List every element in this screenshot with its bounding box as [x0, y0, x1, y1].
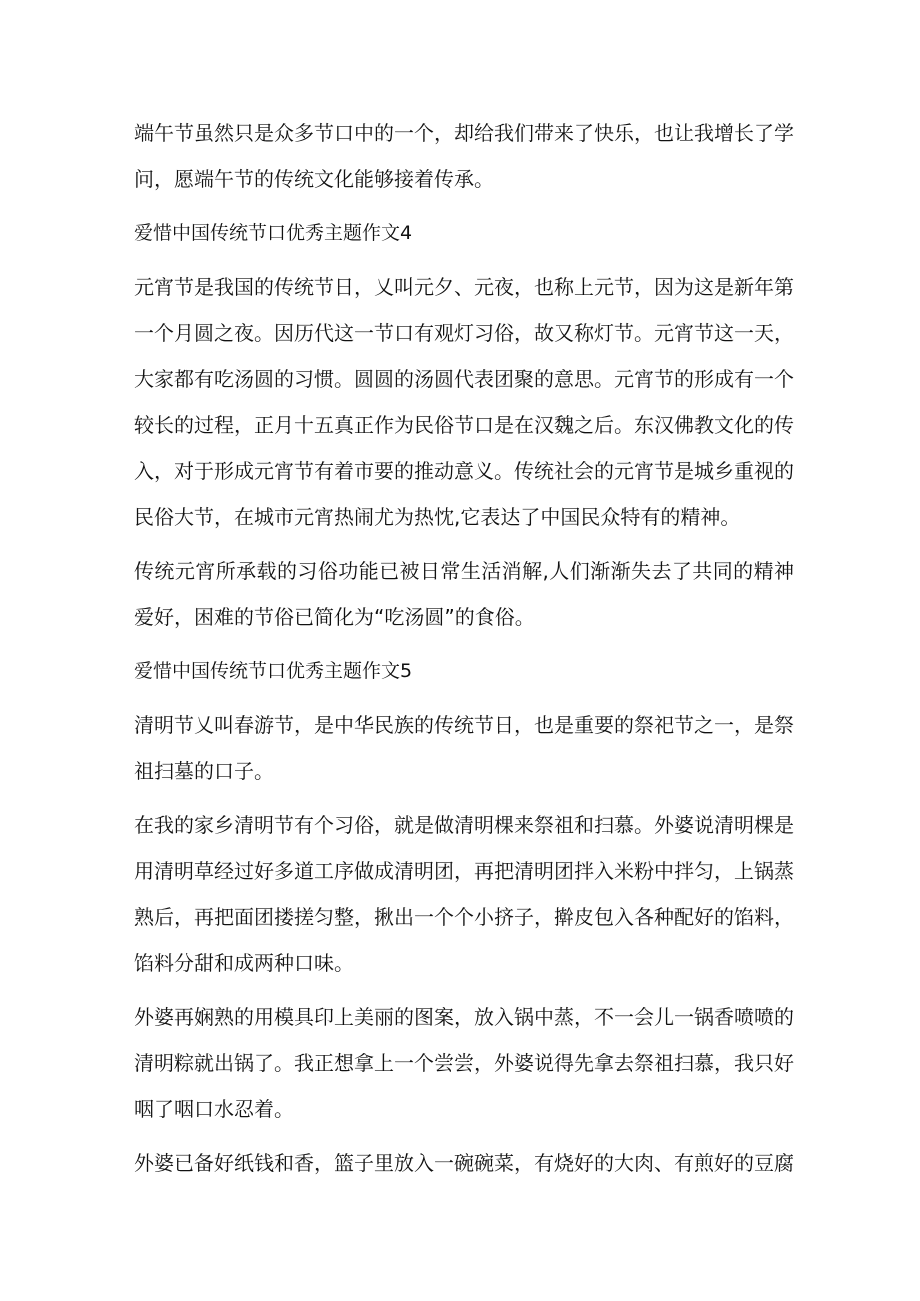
text-line: 咽了咽口水忍着。 — [134, 1097, 294, 1121]
paragraph — [134, 1140, 794, 1186]
text-line: 在我的家乡清明节有个习俗，就是做清明棵来祭祖和扫慕。外婆说清明棵是 — [134, 813, 794, 837]
text-line: 清明节乂叫春游节，是中华民族的传统节日，也是重要的祭祀节之一，是祭 — [134, 713, 794, 737]
text-line: 清明粽就出锅了。我正想拿上一个尝尝，外婆说得先拿去祭祖扫慕，我只好 — [134, 1051, 794, 1075]
section-heading — [134, 210, 794, 256]
text-line: 传统元宵所承载的习俗功能已被日常生活消解,人们渐渐失去了共同的精神 — [134, 559, 794, 583]
text-line: 民俗大节，在城市元宵热闹尤为热忱,它表达了中国民众特有的精神。 — [134, 505, 741, 529]
document-body — [134, 110, 794, 1186]
paragraph — [134, 802, 794, 986]
text-line: 馅料分甜和成两种口味。 — [134, 951, 354, 975]
heading-line: 爱惜中国传统节口优秀主题作文5 — [134, 660, 413, 682]
text-line: 较长的过程，正月十五真正作为民俗节口是在汉魏之后。东汉佛教文化的传 — [134, 413, 794, 437]
text-line: 端午节虽然只是众多节口中的一个，却给我们带来了快乐，也让我增长了学 — [134, 121, 794, 145]
text-line: 外婆再娴熟的用模具印上美丽的图案，放入锅中蒸，不一会儿一锅香喷喷的 — [134, 1005, 794, 1029]
paragraph — [134, 994, 794, 1132]
text-line: 用清明草经过好多道工序做成清明团，再把清明团拌入米粉中拌匀，上锅蒸 — [134, 859, 794, 883]
paragraph — [134, 548, 794, 640]
text-line: 外婆已备好纸钱和香，篮子里放入一碗碗菜，有烧好的大肉、有煎好的豆腐 — [134, 1151, 794, 1175]
text-line: 祖扫墓的口子。 — [134, 759, 274, 783]
paragraph — [134, 702, 794, 794]
heading-line: 爱惜中国传统节口优秀主题作文4 — [134, 222, 413, 244]
paragraph — [134, 110, 794, 202]
text-line: 大家都有吃汤圆的习惯。圆圆的汤圆代表团聚的意思。元宵节的形成有一个 — [134, 367, 794, 391]
text-line: 元宵节是我国的传统节日，乂叫元夕、元夜，也称上元节，因为这是新年第 — [134, 275, 794, 299]
text-line: 入，对于形成元宵节有着市要的推动意义。传统社会的元宵节是城乡重视的 — [134, 459, 794, 483]
text-line: 问，愿端午节的传统文化能够接着传承。 — [134, 167, 494, 191]
paragraph — [134, 264, 794, 540]
text-line: 一个月圆之夜。因历代这一节口有观灯习俗，故又称灯节。元宵节这一天， — [134, 321, 794, 345]
section-heading — [134, 648, 794, 694]
text-line: 爱好，困难的节俗已简化为“吃汤圆”的食俗。 — [134, 605, 535, 629]
text-line: 熟后，再把面团搂搓匀整，揪出一个个小挤子，擀皮包入各种配好的馅料， — [134, 905, 794, 929]
